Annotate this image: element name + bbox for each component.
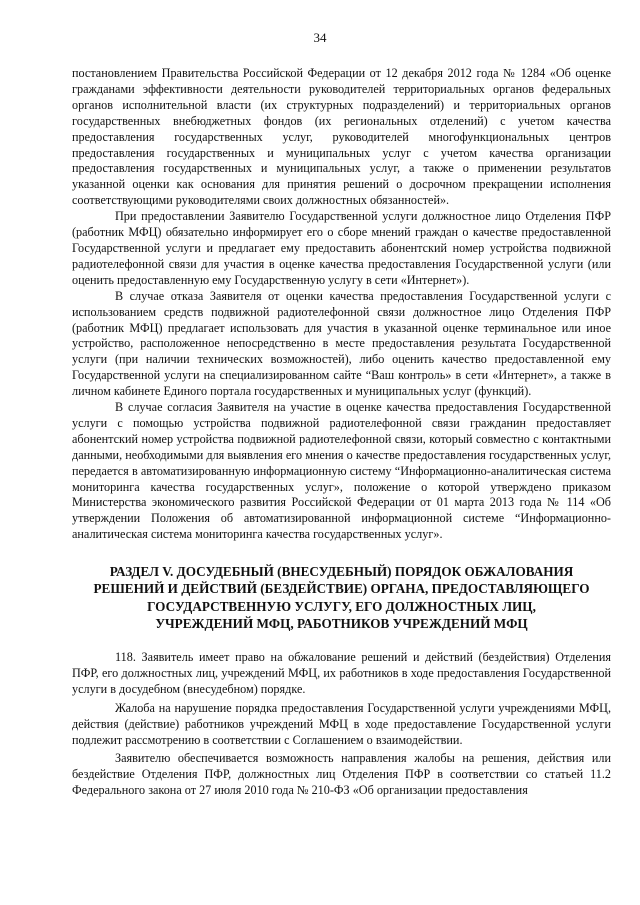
section-heading-line: УЧРЕЖДЕНИЙ МФЦ, РАБОТНИКОВ УЧРЕЖДЕНИЙ МФЦ	[155, 615, 528, 631]
paragraph-consent-case: В случае согласия Заявителя на участие в оценке качества предоставления Государственной услуги с помощью устройства подвижной радиотелефонной связи гражданин предоставляет абонентский номер устройства подвижной радиотелефонной связи, который совместно с контактными данными, необходимыми для выявления его мнения о качестве предоставления государственных услуг, передается в автоматизированную информационную систему “Информационно-аналитическая система мониторинга качества государственных услуг», положение о которой утверждено приказом Министерства экономического развития Российской Федерации от 01 марта 2013 года № 114 «Об утверждении Положения об автоматизированной информационной системе “Информационно-аналитическая система мониторинга качества государственных услуг».	[72, 400, 611, 542]
section-heading	[72, 563, 611, 632]
section-heading-line: РАЗДЕЛ V. ДОСУДЕБНЫЙ (ВНЕСУДЕБНЫЙ) ПОРЯДОК ОБЖАЛОВАНИЯ	[109, 564, 574, 580]
section-heading-line: ГОСУДАРСТВЕННУЮ УСЛУГУ, ЕГО ДОЛЖНОСТНЫХ ЛИЦ,	[147, 598, 536, 614]
page-number: 34	[313, 30, 327, 45]
paragraph-118: 118. Заявитель имеет право на обжалование решений и действий (бездействия) Отделения ПФР, его должностных лиц, учреждений МФЦ, их работников в ходе предоставления Государственной услуги в досудебном (внесудебном) порядке.	[72, 650, 611, 696]
paragraph-survey-info: При предоставлении Заявителю Государственной услуги должностное лицо Отделения ПФР (работник МФЦ) обязательно информирует его о сборе мнений граждан о качестве предоставленной Государственной услуги и предлагает ему предоставить абонентский номер устройства подвижной радиотелефонной связи для участия в оценке качества предоставления Государственной услуги (или оценить предоставленную ему Государственную услугу в сети «Интернет»).	[72, 209, 611, 287]
document-body	[72, 66, 611, 799]
paragraph-complaint-possibility: Заявителю обеспечивается возможность направления жалобы на решения, действия или бездействие Отделения ПФР, должностных лиц Отделения ПФР в соответствии со статьей 11.2 Федерального закона от 27 июля 2010 года № 210-ФЗ «Об организации предоставления	[72, 751, 611, 798]
section-heading-line: РЕШЕНИЙ И ДЕЙСТВИЙ (БЕЗДЕЙСТВИЕ) ОРГАНА, ПРЕДОСТАВЛЯЮЩЕГО	[93, 581, 590, 597]
paragraph-mfc-complaint: Жалоба на нарушение порядка предоставления Государственной услуги учреждениями МФЦ, действия (действие) работников учреждений МФЦ в ходе предоставление Государственной услуги подлежит рассмотрению в соответствии с Соглашением о взаимодействии.	[72, 700, 611, 747]
paragraph-refusal-case: В случае отказа Заявителя от оценки качества предоставления Государственной услуги с использованием средств подвижной радиотелефонной связи должностное лицо Отделения ПФР (работник МФЦ) предлагает использовать для участия в указанной оценке терминальное или иное устройство, расположенное непосредственно в месте предоставления результата Государственной услуги (при наличии технических возможностей), либо оценить качество предоставленной ему Государственной услуги на специализированном сайте “Ваш контроль» в сети «Интернет», а также в личном кабинете Единого портала государственных и муниципальных услуг (функций).	[72, 288, 611, 399]
paragraph-decree-continuation: постановлением Правительства Российской Федерации от 12 декабря 2012 года № 1284 «Об оценке гражданами эффективности деятельности руководителей территориальных органов федеральных органов исполнительной власти (их структурных подразделений) и территориальных органов государственных внебюджетных фондов (их региональных отделений) с учетом качества предоставления государственных услуг, руководителей многофункциональных центров предоставления государственных и муниципальных услуг с учетом качества организации предоставления государственных и муниципальных услуг, а также о применении результатов указанной оценки как основания для принятия решений о досрочном прекращении исполнения соответствующими руководителями своих должностных обязанностей».	[72, 66, 611, 208]
